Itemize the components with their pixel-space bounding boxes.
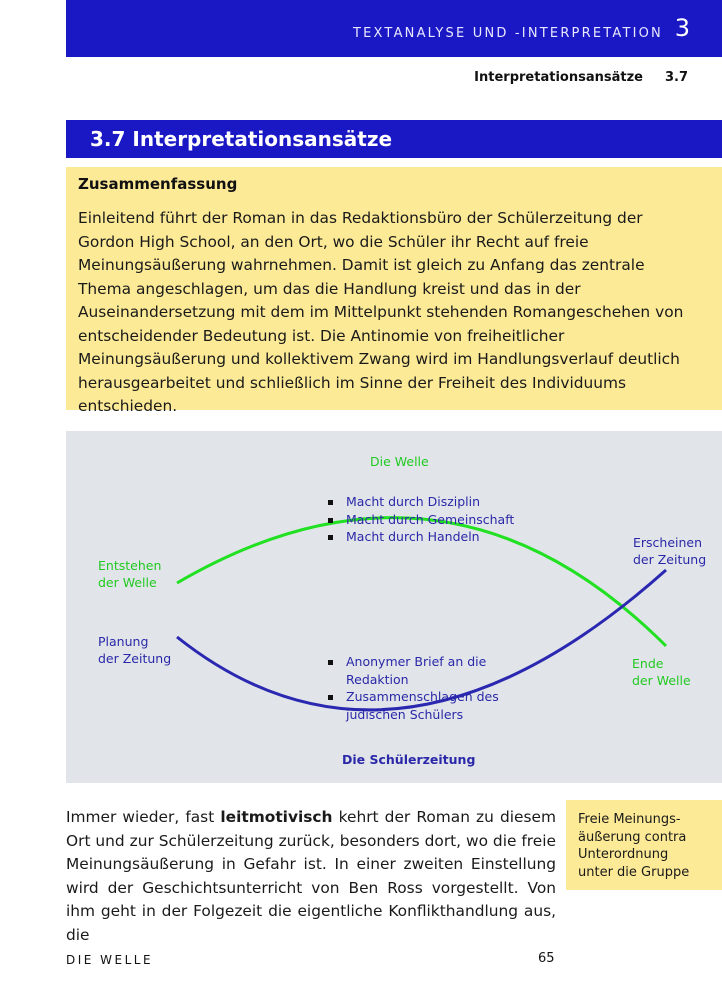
- wave-start-line2: der Welle: [98, 575, 157, 590]
- margin-note: [566, 800, 722, 890]
- list-item: Anonymer Brief an die Redaktion: [328, 653, 499, 688]
- wave-bullet-list: [328, 493, 514, 546]
- summary-text: Einleitend führt der Roman in das Redaktionsbüro der Schülerzeitung der Gordon High School, an den Ort, wo die Schüler ihr Recht auf freie Meinungsäußerung wahrnehmen. Damit ist gleich zu Anfang das zentrale Thema angeschlagen, um das die Handlung kreist und das in der Auseinandersetzung mit dem im Mittelpunkt stehenden Romangeschehen von entscheidender Bedeutung ist. Die Antinomie von freiheitlicher Meinungsäußerung und kollektivem Zwang wird im Handlungsverlauf deutlich herausgearbeitet und schließlich im Sinne der Freiheit des Individuums entschieden.: [78, 209, 684, 415]
- body-text-start: Immer wieder, fast: [66, 808, 221, 826]
- chapter-header-bar: [66, 0, 722, 57]
- list-item: Macht durch Gemeinschaft: [328, 511, 514, 529]
- subheader-title: Interpretationsansätze: [474, 70, 643, 85]
- body-paragraph: [66, 806, 556, 947]
- diagram-panel: [66, 431, 722, 783]
- summary-box: [66, 167, 722, 415]
- newspaper-start-line1: Planung: [98, 634, 149, 649]
- summary-title: Zusammenfassung: [78, 175, 238, 193]
- wave-end-line1: Ende: [632, 656, 664, 671]
- list-item: Macht durch Disziplin: [328, 493, 514, 511]
- chapter-number: 3: [674, 14, 690, 42]
- wave-end-line2: der Welle: [632, 673, 691, 688]
- running-title: TEXTANALYSE UND -INTERPRETATION: [353, 26, 663, 41]
- list-item: Zusammenschlagen des jüdischen Schülers: [328, 688, 499, 723]
- newspaper-end-label: [633, 534, 706, 568]
- wave-start-line1: Entstehen: [98, 558, 162, 573]
- newspaper-bullet-list: [328, 653, 499, 723]
- body-text-rest: kehrt der Roman zu diesem Ort und zur Schülerzeitung zurück, besonders dort, wo die freie Meinungsäußerung in Gefahr ist. In einer zweiten Einstellung wird der Geschichtsunterricht von Ben Ross vorgestellt. Von ihm geht in der Folgezeit die eigentliche Konflikthandlung aus, die: [66, 808, 556, 944]
- subheader-number: 3.7: [664, 70, 688, 85]
- list-item: Macht durch Handeln: [328, 528, 514, 546]
- diagram-curves: [66, 431, 722, 783]
- wave-curve-label: Die Welle: [370, 454, 429, 469]
- newspaper-end-line2: der Zeitung: [633, 552, 707, 567]
- body-emphasis: leitmotivisch: [220, 808, 333, 826]
- newspaper-end-line1: Erscheinen: [633, 535, 703, 550]
- page-number: 65: [538, 951, 555, 966]
- margin-note-text: Freie Meinungs- äußerung contra Unterordnung unter die Gruppe: [578, 812, 690, 880]
- newspaper-curve-label: Die Schülerzeitung: [342, 752, 476, 767]
- section-heading: 3.7 Interpretationsansätze: [90, 127, 393, 151]
- newspaper-start-label: [98, 633, 171, 667]
- wave-start-label: [98, 557, 161, 591]
- footer-book-title: DIE WELLE: [66, 953, 154, 967]
- newspaper-start-line2: der Zeitung: [98, 651, 172, 666]
- section-heading-bar: [66, 120, 722, 158]
- wave-end-label: [632, 655, 691, 689]
- section-subheader: [474, 70, 688, 85]
